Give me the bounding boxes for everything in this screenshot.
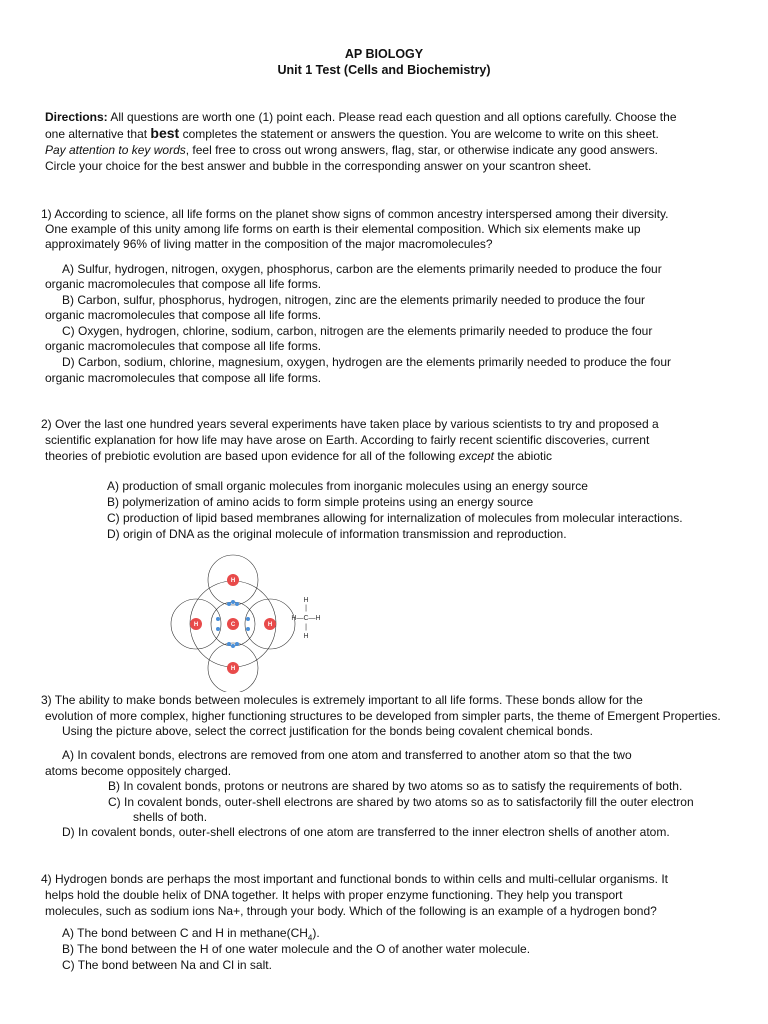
q3-stem-line-1: 3) The ability to make bonds between molecules is extremely important to all life forms. These bonds allow for the	[41, 693, 643, 707]
q1-option-d-cont: organic macromolecules that compose all life forms.	[45, 371, 322, 385]
formula-h-bottom: H	[303, 633, 309, 640]
q2-stem-line-1: 2) Over the last one hundred years several experiments have taken place by various scientists to try and proposed a	[41, 417, 659, 431]
label-c: C	[230, 622, 236, 628]
q1-option-c: C) Oxygen, hydrogen, chlorine, sodium, carbon, nitrogen are the elements primarily needed to produce the four	[62, 324, 653, 338]
q3-option-a-cont: atoms become oppositely charged.	[45, 764, 232, 778]
label-h-bottom: H	[230, 666, 236, 672]
q3-stem-line-3: Using the picture above, select the correct justification for the bonds being covalent chemical bonds.	[62, 724, 593, 738]
q1-option-c-cont: organic macromolecules that compose all life forms.	[45, 339, 322, 353]
label-h-right: H	[267, 622, 273, 628]
test-title: Unit 1 Test (Cells and Biochemistry)	[277, 63, 491, 77]
q2-option-b: B) polymerization of amino acids to form simple proteins using an energy source	[107, 495, 534, 509]
q3-option-c-cont: shells of both.	[133, 810, 208, 824]
q1-stem-line-3: approximately 96% of living matter in the composition of the major macromolecules?	[45, 237, 493, 251]
formula-bar-bottom: |	[305, 624, 307, 631]
q2-stem-line-3: theories of prebiotic evolution are based upon evidence for all of the following except the abiotic	[45, 449, 553, 463]
electron	[231, 600, 235, 604]
directions-line-1: Directions: All questions are worth one (1) point each. Please read each question and all options carefully. Choose the	[45, 110, 677, 124]
formula-middle-row: H—C—H	[291, 615, 321, 622]
directions-line-4: Circle your choice for the best answer and bubble in the corresponding answer on your scantron sheet.	[45, 159, 592, 173]
emphasis-best: best	[150, 125, 180, 141]
formula-bar-top: |	[305, 605, 307, 612]
q1-option-a: A) Sulfur, hydrogen, nitrogen, oxygen, phosphorus, carbon are the elements primarily needed to produce the four	[62, 262, 662, 276]
q2-option-c: C) production of lipid based membranes allowing for internalization of molecules from molecular interactions.	[107, 511, 683, 525]
course-title: AP BIOLOGY	[344, 47, 424, 61]
q3-option-c: C) In covalent bonds, outer-shell electrons are shared by two atoms so as to satisfactorily fill the outer electron	[108, 795, 694, 809]
electron	[235, 602, 239, 606]
electron	[216, 627, 220, 631]
q1-option-d: D) Carbon, sodium, chlorine, magnesium, oxygen, hydrogen are the elements primarily needed to produce the four	[62, 355, 671, 369]
label-h-left: H	[193, 622, 199, 628]
q2-stem-line-2: scientific explanation for how life may have arose on Earth. According to fairly recent scientific discoveries, current	[45, 433, 650, 447]
directions-line-2: one alternative that best completes the statement or answers the question. You are welcome to write on this sheet.	[45, 125, 659, 141]
directions-line-3: Pay attention to key words, feel free to cross out wrong answers, flag, star, or otherwise indicate any good answers.	[45, 143, 658, 157]
q4-option-a: A) The bond between C and H in $methane(CH_4)$.	[62, 926, 320, 943]
electron	[227, 602, 231, 606]
q3-option-b: B) In covalent bonds, protons or neutrons are shared by two atoms so as to satisfy the requirements of both.	[108, 779, 683, 793]
methane-structural-formula	[282, 594, 342, 642]
electron	[246, 627, 250, 631]
q3-option-d: D) In covalent bonds, outer-shell electrons of one atom are transferred to the inner electron shells of another atom.	[62, 825, 670, 839]
q4-stem-line-2: helps hold the double helix of DNA together. It helps with proper enzyme functioning. They help you transport	[45, 888, 623, 902]
q4-stem-line-1: 4) Hydrogen bonds are perhaps the most important and functional bonds to within cells and multi-cellular organisms. It	[41, 872, 668, 886]
q1-stem-line-2: One example of this unity among life forms on earth is their elemental composition. Which six elements make up	[45, 222, 641, 236]
electron	[216, 617, 220, 621]
emphasis-except: except	[458, 449, 494, 463]
q3-stem-line-2: evolution of more complex, higher functioning structures to be developed from simpler parts, the theme of Emergent Properties.	[45, 709, 721, 723]
electron	[246, 617, 250, 621]
label-h-top: H	[230, 578, 236, 584]
q3-option-a: A) In covalent bonds, electrons are removed from one atom and transferred to another atom so that the two	[62, 748, 632, 762]
q1-option-b-cont: organic macromolecules that compose all life forms.	[45, 308, 322, 322]
electron	[231, 644, 235, 648]
q4-stem-line-3: molecules, such as sodium ions Na+, through your body. Which of the following is an example of a hydrogen bond?	[45, 904, 657, 918]
electron	[235, 642, 239, 646]
q1-option-b: B) Carbon, sulfur, phosphorus, hydrogen, nitrogen, zinc are the elements primarily needed to produce the four	[62, 293, 646, 307]
electron	[227, 642, 231, 646]
q1-option-a-cont: organic macromolecules that compose all life forms.	[45, 277, 322, 291]
q4-option-b: B) The bond between the H of one water molecule and the O of another water molecule.	[62, 942, 531, 956]
q2-option-a: A) production of small organic molecules from inorganic molecules using an energy source	[107, 479, 588, 493]
q4-option-c: C) The bond between Na and Cl in salt.	[62, 958, 272, 972]
q1-stem-line-1: 1) According to science, all life forms on the planet show signs of common ancestry interspersed among their diversity.	[41, 207, 669, 221]
q2-option-d: D) origin of DNA as the original molecule of information transmission and reproduction.	[107, 527, 567, 541]
directions-label: Directions:	[45, 110, 108, 124]
formula-h-top: H	[303, 597, 309, 604]
